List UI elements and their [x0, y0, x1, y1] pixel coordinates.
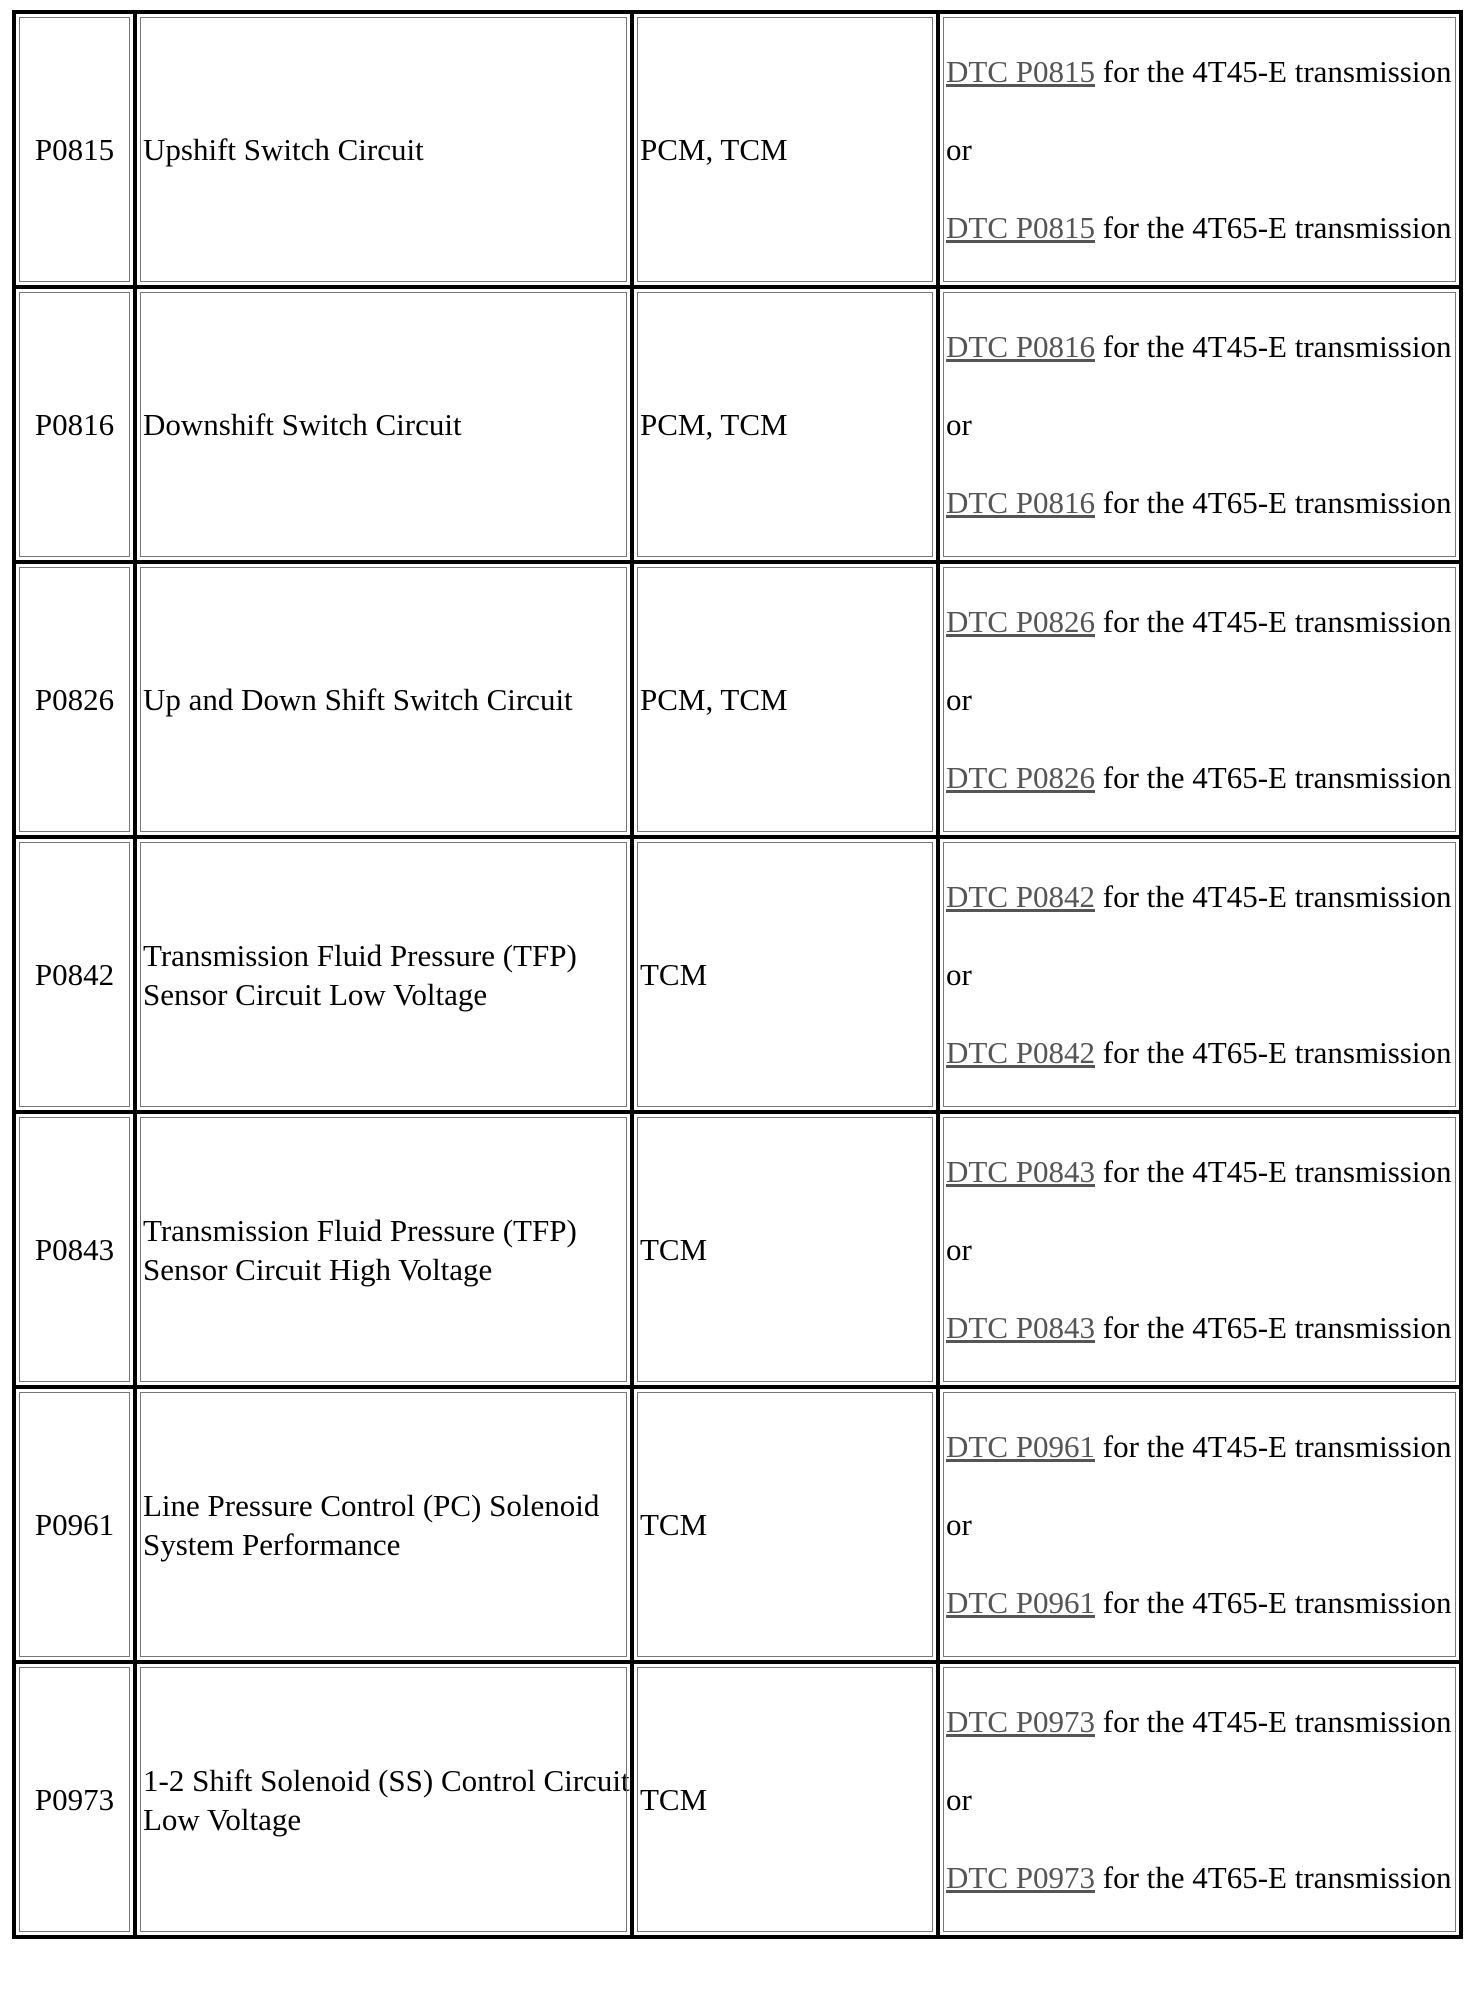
ref-text: for the 4T45-E transmission	[1095, 329, 1452, 364]
ref-text: for the 4T45-E transmission	[1095, 1429, 1452, 1464]
dtc-link-4t65[interactable]: DTC P0815	[946, 210, 1095, 245]
ref-text: for the 4T45-E transmission	[1095, 1704, 1452, 1739]
modules-cell: TCM	[632, 837, 938, 1112]
description-cell: Up and Down Shift Switch Circuit	[135, 562, 632, 837]
ref-text: for the 4T65-E transmission	[1095, 1310, 1452, 1345]
dtc-code-cell: P0843	[14, 1112, 135, 1387]
dtc-link-4t65[interactable]: DTC P0842	[946, 1035, 1095, 1070]
dtc-link-4t45[interactable]: DTC P0815	[946, 54, 1095, 89]
ref-text: for the 4T45-E transmission	[1095, 1154, 1452, 1189]
dtc-link-4t65[interactable]: DTC P0973	[946, 1860, 1095, 1895]
reference-cell	[938, 562, 1461, 837]
or-text: or	[946, 1507, 972, 1542]
ref-text: for the 4T65-E transmission	[1095, 760, 1452, 795]
dtc-link-4t45[interactable]: DTC P0826	[946, 604, 1095, 639]
dtc-link-4t45[interactable]: DTC P0816	[946, 329, 1095, 364]
modules-cell: TCM	[632, 1662, 938, 1937]
table-row	[14, 12, 1461, 287]
dtc-code-cell: P0816	[14, 287, 135, 562]
reference-cell	[938, 1387, 1461, 1662]
ref-text: for the 4T65-E transmission	[1095, 210, 1452, 245]
dtc-link-4t45[interactable]: DTC P0842	[946, 879, 1095, 914]
or-text: or	[946, 682, 972, 717]
dtc-code-cell: P0842	[14, 837, 135, 1112]
table-row	[14, 562, 1461, 837]
or-text: or	[946, 132, 972, 167]
ref-text: for the 4T65-E transmission	[1095, 1860, 1452, 1895]
reference-cell	[938, 1112, 1461, 1387]
modules-cell: TCM	[632, 1387, 938, 1662]
or-text: or	[946, 1232, 972, 1267]
dtc-link-4t65[interactable]: DTC P0843	[946, 1310, 1095, 1345]
dtc-link-4t65[interactable]: DTC P0961	[946, 1585, 1095, 1620]
description-cell: Transmission Fluid Pressure (TFP) Sensor Circuit Low Voltage	[135, 837, 632, 1112]
dtc-link-4t65[interactable]: DTC P0816	[946, 485, 1095, 520]
description-cell: Line Pressure Control (PC) Solenoid System Performance	[135, 1387, 632, 1662]
description-cell: Upshift Switch Circuit	[135, 12, 632, 287]
dtc-link-4t45[interactable]: DTC P0973	[946, 1704, 1095, 1739]
dtc-code-cell: P0826	[14, 562, 135, 837]
table-row	[14, 1662, 1461, 1937]
dtc-table	[12, 10, 1463, 1939]
modules-cell: PCM, TCM	[632, 562, 938, 837]
table-row	[14, 1387, 1461, 1662]
dtc-link-4t65[interactable]: DTC P0826	[946, 760, 1095, 795]
dtc-code-cell: P0961	[14, 1387, 135, 1662]
reference-cell	[938, 287, 1461, 562]
table-row	[14, 1112, 1461, 1387]
ref-text: for the 4T45-E transmission	[1095, 54, 1452, 89]
table-row	[14, 287, 1461, 562]
description-cell: Transmission Fluid Pressure (TFP) Sensor Circuit High Voltage	[135, 1112, 632, 1387]
ref-text: for the 4T65-E transmission	[1095, 1585, 1452, 1620]
ref-text: for the 4T65-E transmission	[1095, 1035, 1452, 1070]
dtc-code-cell: P0815	[14, 12, 135, 287]
dtc-link-4t45[interactable]: DTC P0843	[946, 1154, 1095, 1189]
reference-cell	[938, 1662, 1461, 1937]
table-row	[14, 837, 1461, 1112]
ref-text: for the 4T65-E transmission	[1095, 485, 1452, 520]
ref-text: for the 4T45-E transmission	[1095, 604, 1452, 639]
or-text: or	[946, 407, 972, 442]
modules-cell: PCM, TCM	[632, 287, 938, 562]
or-text: or	[946, 1782, 972, 1817]
reference-cell	[938, 837, 1461, 1112]
dtc-link-4t45[interactable]: DTC P0961	[946, 1429, 1095, 1464]
modules-cell: PCM, TCM	[632, 12, 938, 287]
ref-text: for the 4T45-E transmission	[1095, 879, 1452, 914]
or-text: or	[946, 957, 972, 992]
description-cell: 1-2 Shift Solenoid (SS) Control Circuit Low Voltage	[135, 1662, 632, 1937]
dtc-code-cell: P0973	[14, 1662, 135, 1937]
reference-cell	[938, 12, 1461, 287]
modules-cell: TCM	[632, 1112, 938, 1387]
description-cell: Downshift Switch Circuit	[135, 287, 632, 562]
